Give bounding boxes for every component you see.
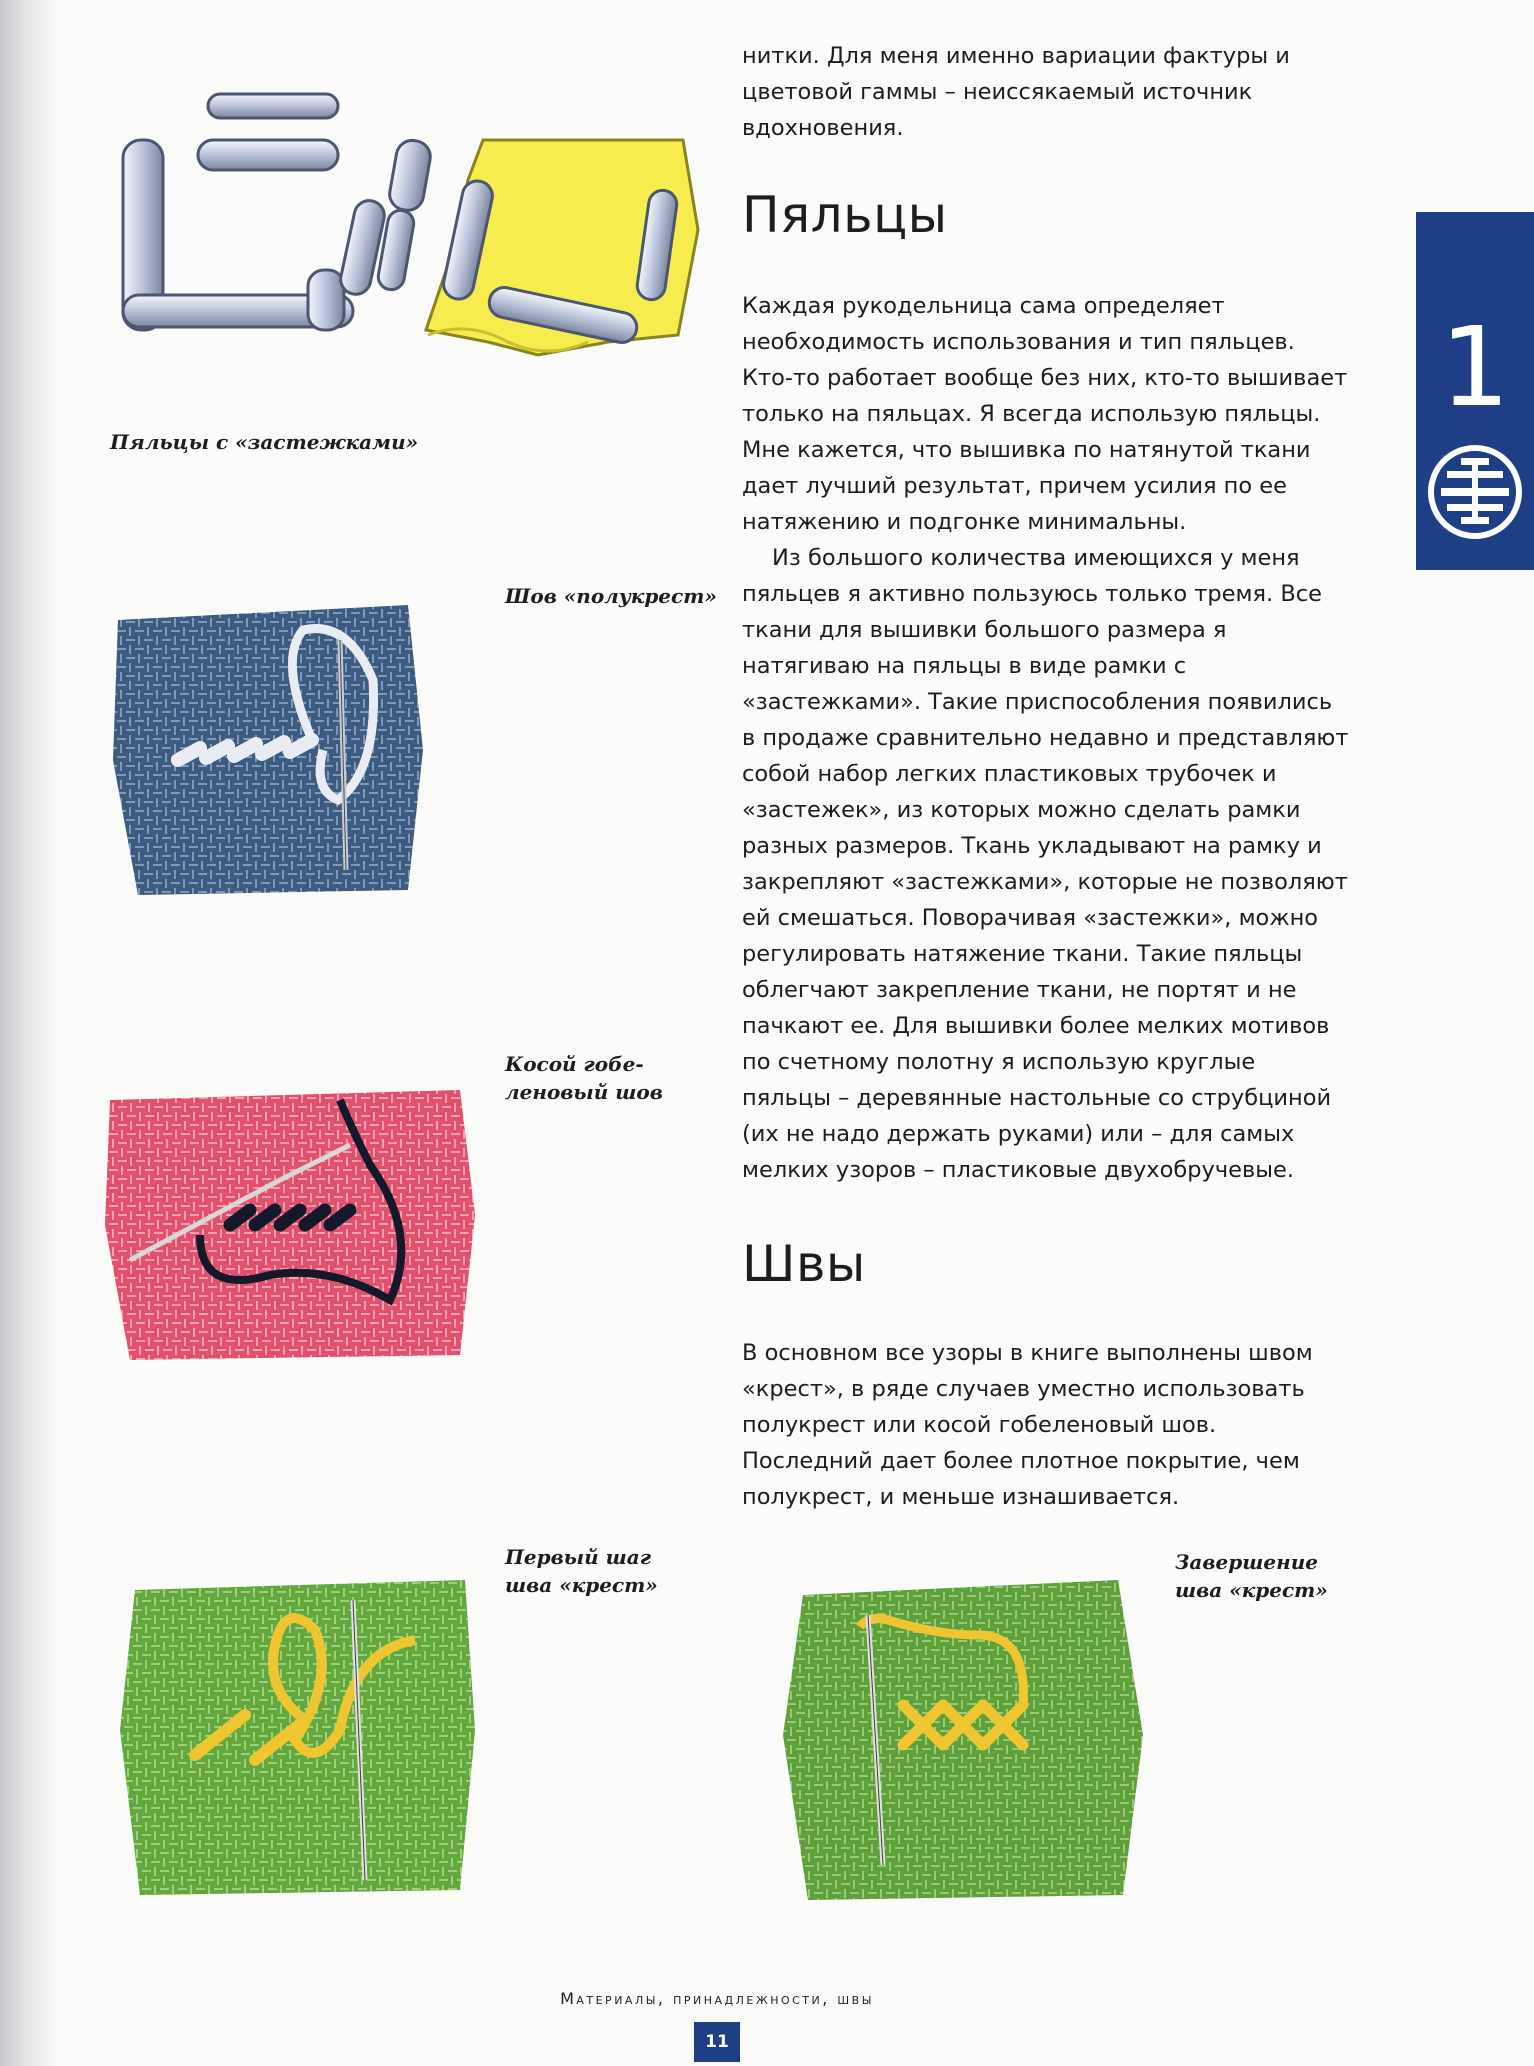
running-title: Материалы, принадлежности, швы: [560, 1989, 874, 2008]
caption-tapestry-line-1: Косой гобе-: [505, 1052, 644, 1076]
caption-half-cross: Шов «полукрест»: [505, 584, 717, 608]
section-heading-stitches: Швы: [742, 1235, 866, 1293]
chapter-emblem-icon: [1427, 444, 1523, 540]
half-cross-stitch-illustration: [108, 600, 428, 900]
section-stitches: [742, 1235, 1350, 1293]
top-paragraph: нитки. Для меня именно вариации фактуры и цветовой гаммы – неиссякаемый источник вдохновения.: [742, 43, 1290, 141]
tapestry-stitch-illustration: [100, 1085, 480, 1365]
hoops-paragraph-1: Каждая рукодельница сама определяет необходимость использования и тип пяльцев. Кто-то работает вообще без них, кто-то вышивает только на пяльцах. Я всегда использую пяльцы. Мне кажется, что вышивка по натянутой ткани дает лучший результат, причем усилия по ее натяжению и подгонке минимальны.: [742, 293, 1348, 535]
caption-hoops: Пяльцы с «застежками»: [110, 430, 419, 454]
chapter-tab: [1416, 212, 1534, 570]
caption-cross-first-line-2: шва «крест»: [505, 1573, 658, 1597]
page-number: 11: [694, 2022, 740, 2062]
hoops-paragraph-2: Из большого количества имеющихся у меня пяльцев я активно пользуюсь только тремя. Все ткани для вышивки большого размера я натягиваю на пяльцы в виде рамки с «застежками». Такие приспособления появились в продаже сравнительно недавно и представляют собой набор легких пластиковых трубочек и «застежек», из которых можно сделать рамки разных размеров. Ткань укладывают на рамку и закрепляют «застежками», которые не позволяют ей смешаться. Поворачивая «застежки», можно регулировать натяжение ткани. Такие пяльцы облегчают закрепление ткани, не портят и не пачкают ее. Для вышивки более мелких мотивов по счетному полотну я использую круглые пяльцы – деревянные настольные со струбциной (их не надо держать руками) или – для самых мелких узоров – пластиковые двухобручевые.: [742, 545, 1349, 1183]
stitches-paragraph-1: В основном все узоры в книге выполнены швом «крест», в ряде случаев уместно использовать полукрест или косой гобеленовый шов. Последний дает более плотное покрытие, чем полукрест, и меньше изнашивается.: [742, 1340, 1313, 1510]
section-stitches-body: [742, 1335, 1350, 1515]
hoop-frame-illustration: [108, 80, 708, 380]
cross-stitch-finish-illustration: [778, 1565, 1148, 1905]
caption-tapestry-line-2: леновый шов: [505, 1080, 663, 1104]
caption-cross-finish-line-2: шва «крест»: [1175, 1578, 1328, 1602]
chapter-number: 1: [1440, 303, 1510, 431]
section-hoops-body: [742, 288, 1350, 1188]
section-hoops: [742, 186, 1350, 244]
section-heading-hoops: Пяльцы: [742, 186, 948, 244]
caption-cross-finish-line-1: Завершение: [1175, 1550, 1318, 1574]
page-gutter-shadow: [0, 0, 60, 2066]
top-paragraph-block: [742, 38, 1350, 146]
caption-cross-first-line-1: Первый шаг: [505, 1545, 651, 1569]
cross-stitch-first-step-illustration: [115, 1570, 485, 1900]
